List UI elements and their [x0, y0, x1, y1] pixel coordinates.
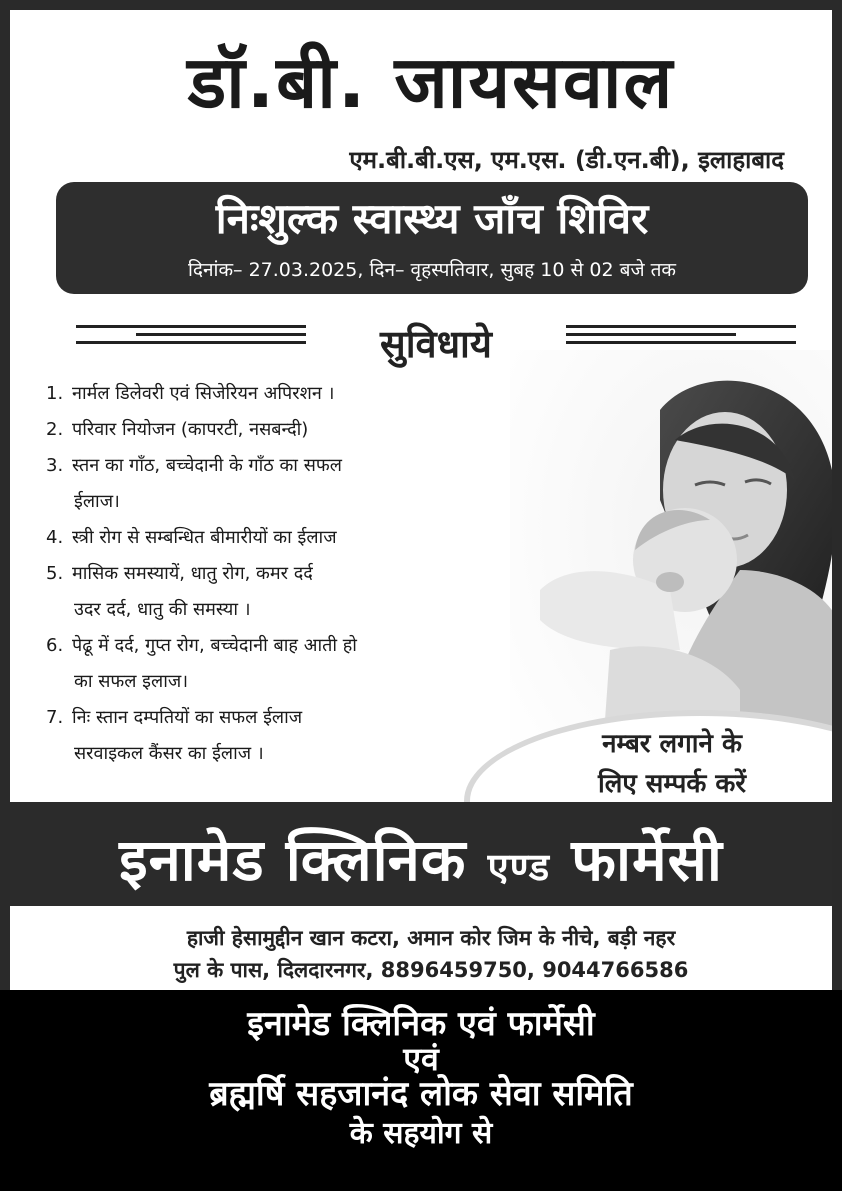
footer-line2: एवं — [403, 1040, 439, 1078]
facility-item: 7. निः स्तान दम्पतियों का सफल ईलाज सरवाइकल कैंसर का ईलाज । — [46, 707, 303, 764]
facility-item: 5. मासिक समस्यायें, धातु रोग, कमर दर्द उदर दर्द, धातु की समस्या । — [46, 563, 313, 620]
clinic-name — [10, 818, 832, 897]
camp-banner — [56, 182, 808, 294]
contact-note — [540, 724, 804, 804]
clinic-name-and: एण्ड — [487, 845, 551, 889]
decorative-lines-right — [566, 325, 796, 351]
contact-note-line1: नम्बर लगाने के — [602, 729, 742, 759]
facility-item: 3. स्तन का गाँठ, बच्चेदानी के गाँठ का सफल ईलाज। — [46, 455, 342, 512]
facilities-title: सुविधाये — [380, 322, 492, 366]
facility-item: 2. परिवार नियोजन (कापरटी, नसबन्दी) — [46, 419, 309, 440]
camp-date-line: दिनांक– 27.03.2025, दिन– वृहस्पतिवार, सुबह 10 से 02 बजे तक — [187, 259, 677, 281]
facility-item: 1. नार्मल डिलेवरी एवं सिजेरियन अपिरशन । — [46, 383, 335, 404]
camp-title: निःशुल्क स्वास्थ्य जाँच शिविर — [215, 194, 649, 243]
footer-line1: इनामेड क्लिनिक एवं फार्मेसी — [247, 1004, 595, 1044]
footer-line3: ब्रह्मर्षि सहजानंद लोक सेवा समिति — [209, 1074, 633, 1114]
facility-item: 4. स्त्री रोग से सम्बन्धित बीमारीयों का ईलाज — [46, 527, 337, 548]
clinic-address — [50, 922, 812, 986]
clinic-name-part2: फार्मेसी — [571, 826, 723, 894]
footer-line4: के सहयोग से — [349, 1116, 493, 1151]
address-line1: हाजी हेसामुद्दीन खान कटरा, अमान कोर जिम के नीचे, बड़ी नहर — [186, 926, 676, 950]
facility-list — [46, 376, 586, 772]
facility-item: 6. पेढू में दर्द, गुप्त रोग, बच्चेदानी बाह आती हो का सफल इलाज। — [46, 635, 357, 692]
clinic-name-part1: इनामेड क्लिनिक — [119, 826, 467, 894]
doctor-degrees: एम.बी.बी.एस, एम.एस. (डी.एन.बी), इलाहाबाद — [349, 146, 784, 174]
footer-caption — [0, 990, 842, 1191]
doctor-name: डॉ.बी. जायसवाल — [187, 40, 675, 124]
address-line2: पुल के पास, दिलदारनगर, 8896459750, 9044766586 — [173, 958, 689, 982]
contact-note-line2: लिए सम्पर्क करें — [597, 769, 747, 799]
